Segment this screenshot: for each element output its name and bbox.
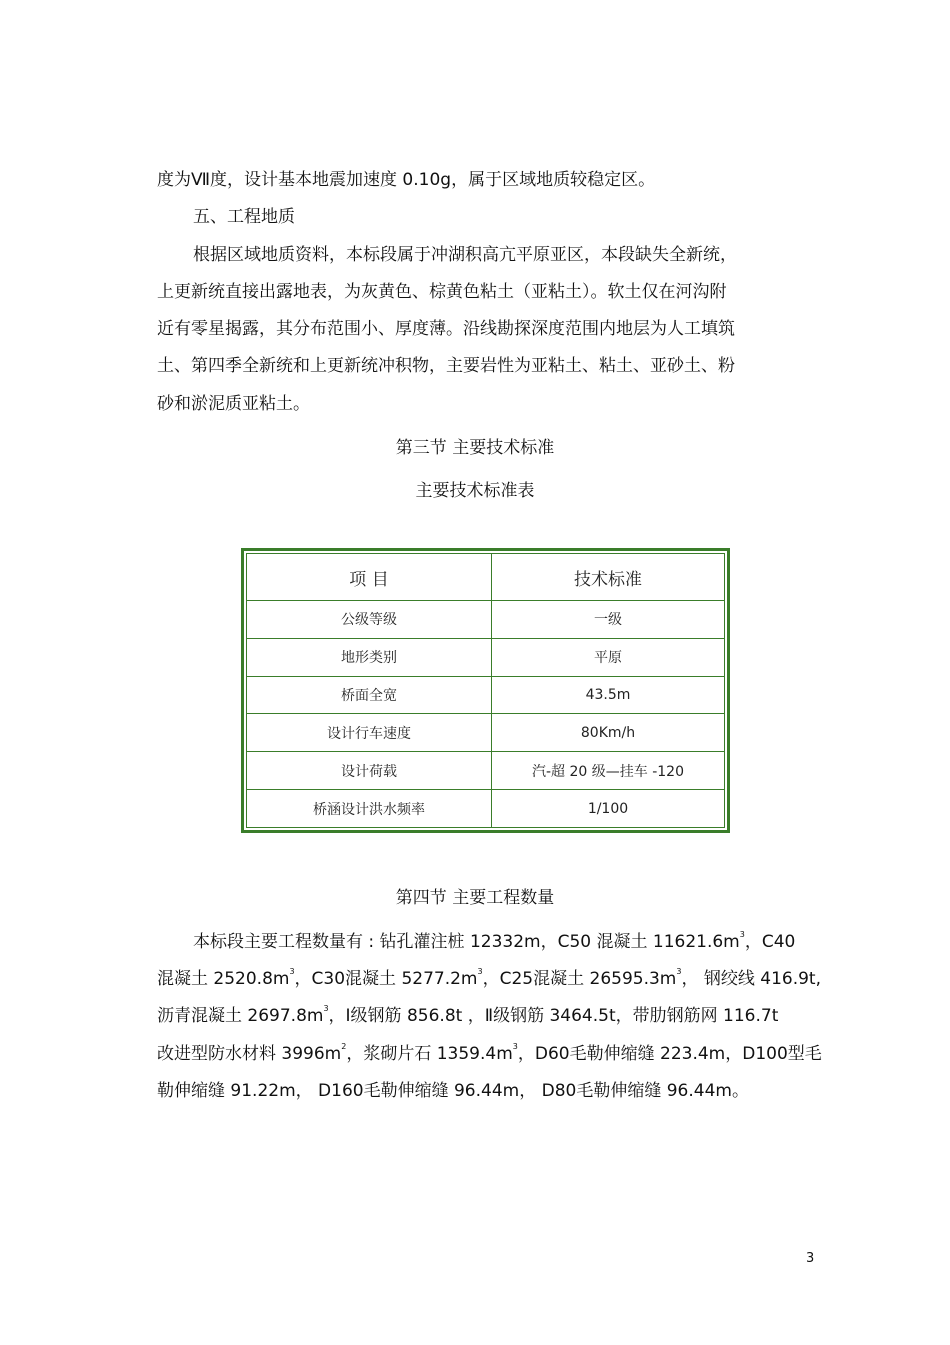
header-cell-item: 项 目 — [247, 554, 492, 601]
intro-line: 度为Ⅶ度，设计基本地震加速度 0.10g，属于区域地质较稳定区。 — [157, 170, 656, 190]
paragraph-line: 砂和淤泥质亚粘土。 — [157, 394, 310, 414]
table-cell: 公级等级 — [247, 601, 492, 639]
paragraph-line: 近有零星揭露，其分布范围小、厚度薄。沿线勘探深度范围内地层为人工填筑 — [157, 319, 735, 339]
quantities-line-2: 混凝土 $2520.8m^3$，C30混凝土 $5277.2m^3$，C25混凝土 $26595.3m^3$， 钢绞线 416.9t, — [157, 967, 821, 989]
table-cell: 设计荷载 — [247, 752, 492, 790]
table-cell: 设计行车速度 — [247, 714, 492, 752]
table-cell: 一级 — [492, 601, 725, 639]
paragraph-line: 根据区域地质资料，本标段属于冲湖积高亢平原亚区，本段缺失全新统， — [193, 245, 737, 265]
paragraph-line: 上更新统直接出露地表，为灰黄色、棕黄色粘土（亚粘土）。软土仅在河沟附 — [157, 282, 727, 302]
paragraph-line: 土、第四季全新统和上更新统冲积物，主要岩性为亚粘土、粘土、亚砂土、粉 — [157, 356, 735, 376]
header-cell-standard: 技术标准 — [492, 554, 725, 601]
section3-title: 第三节 主要技术标准 — [395, 438, 555, 458]
page-number: 3 — [806, 1251, 815, 1266]
table-cell: 平原 — [492, 638, 725, 676]
table-row — [247, 790, 725, 828]
table-cell: 80Km/h — [492, 714, 725, 752]
quantities-line-1: 本标段主要工程数量有 : 钻孔灌注桩 12332m，C50 混凝土 $11621.6m^3$，C40 — [193, 930, 796, 952]
table-row — [247, 714, 725, 752]
table-row — [247, 676, 725, 714]
table-header-row — [247, 554, 725, 601]
table-cell: 1/100 — [492, 790, 725, 828]
table-row — [247, 638, 725, 676]
table-cell: 桥涵设计洪水频率 — [247, 790, 492, 828]
section4-title: 第四节 主要工程数量 — [395, 888, 555, 908]
table-cell: 桥面全宽 — [247, 676, 492, 714]
quantities-line-4: 改进型防水材料 $3996m^2$，浆砌片石 $1359.4m^3$，D60毛勒伸缩缝 223.4m，D100型毛 — [157, 1042, 822, 1064]
section5-heading: 五、工程地质 — [193, 207, 295, 227]
quantities-line-3: 沥青混凝土 $2697.8m^3$，Ⅰ级钢筋 856.8t ，Ⅱ级钢筋 3464.5t，带肋钢筋网 116.7t — [157, 1004, 779, 1026]
table-cell: 43.5m — [492, 676, 725, 714]
quantities-line-5: 勒伸缩缝 91.22m， D160毛勒伸缩缝 96.44m， D80毛勒伸缩缝 96.44m。 — [157, 1081, 749, 1101]
table-row — [247, 752, 725, 790]
table-title: 主要技术标准表 — [415, 481, 535, 501]
table-row — [247, 601, 725, 639]
table-cell: 汽-超 20 级—挂车 -120 — [492, 752, 725, 790]
standards-table — [241, 548, 730, 833]
table-cell: 地形类别 — [247, 638, 492, 676]
